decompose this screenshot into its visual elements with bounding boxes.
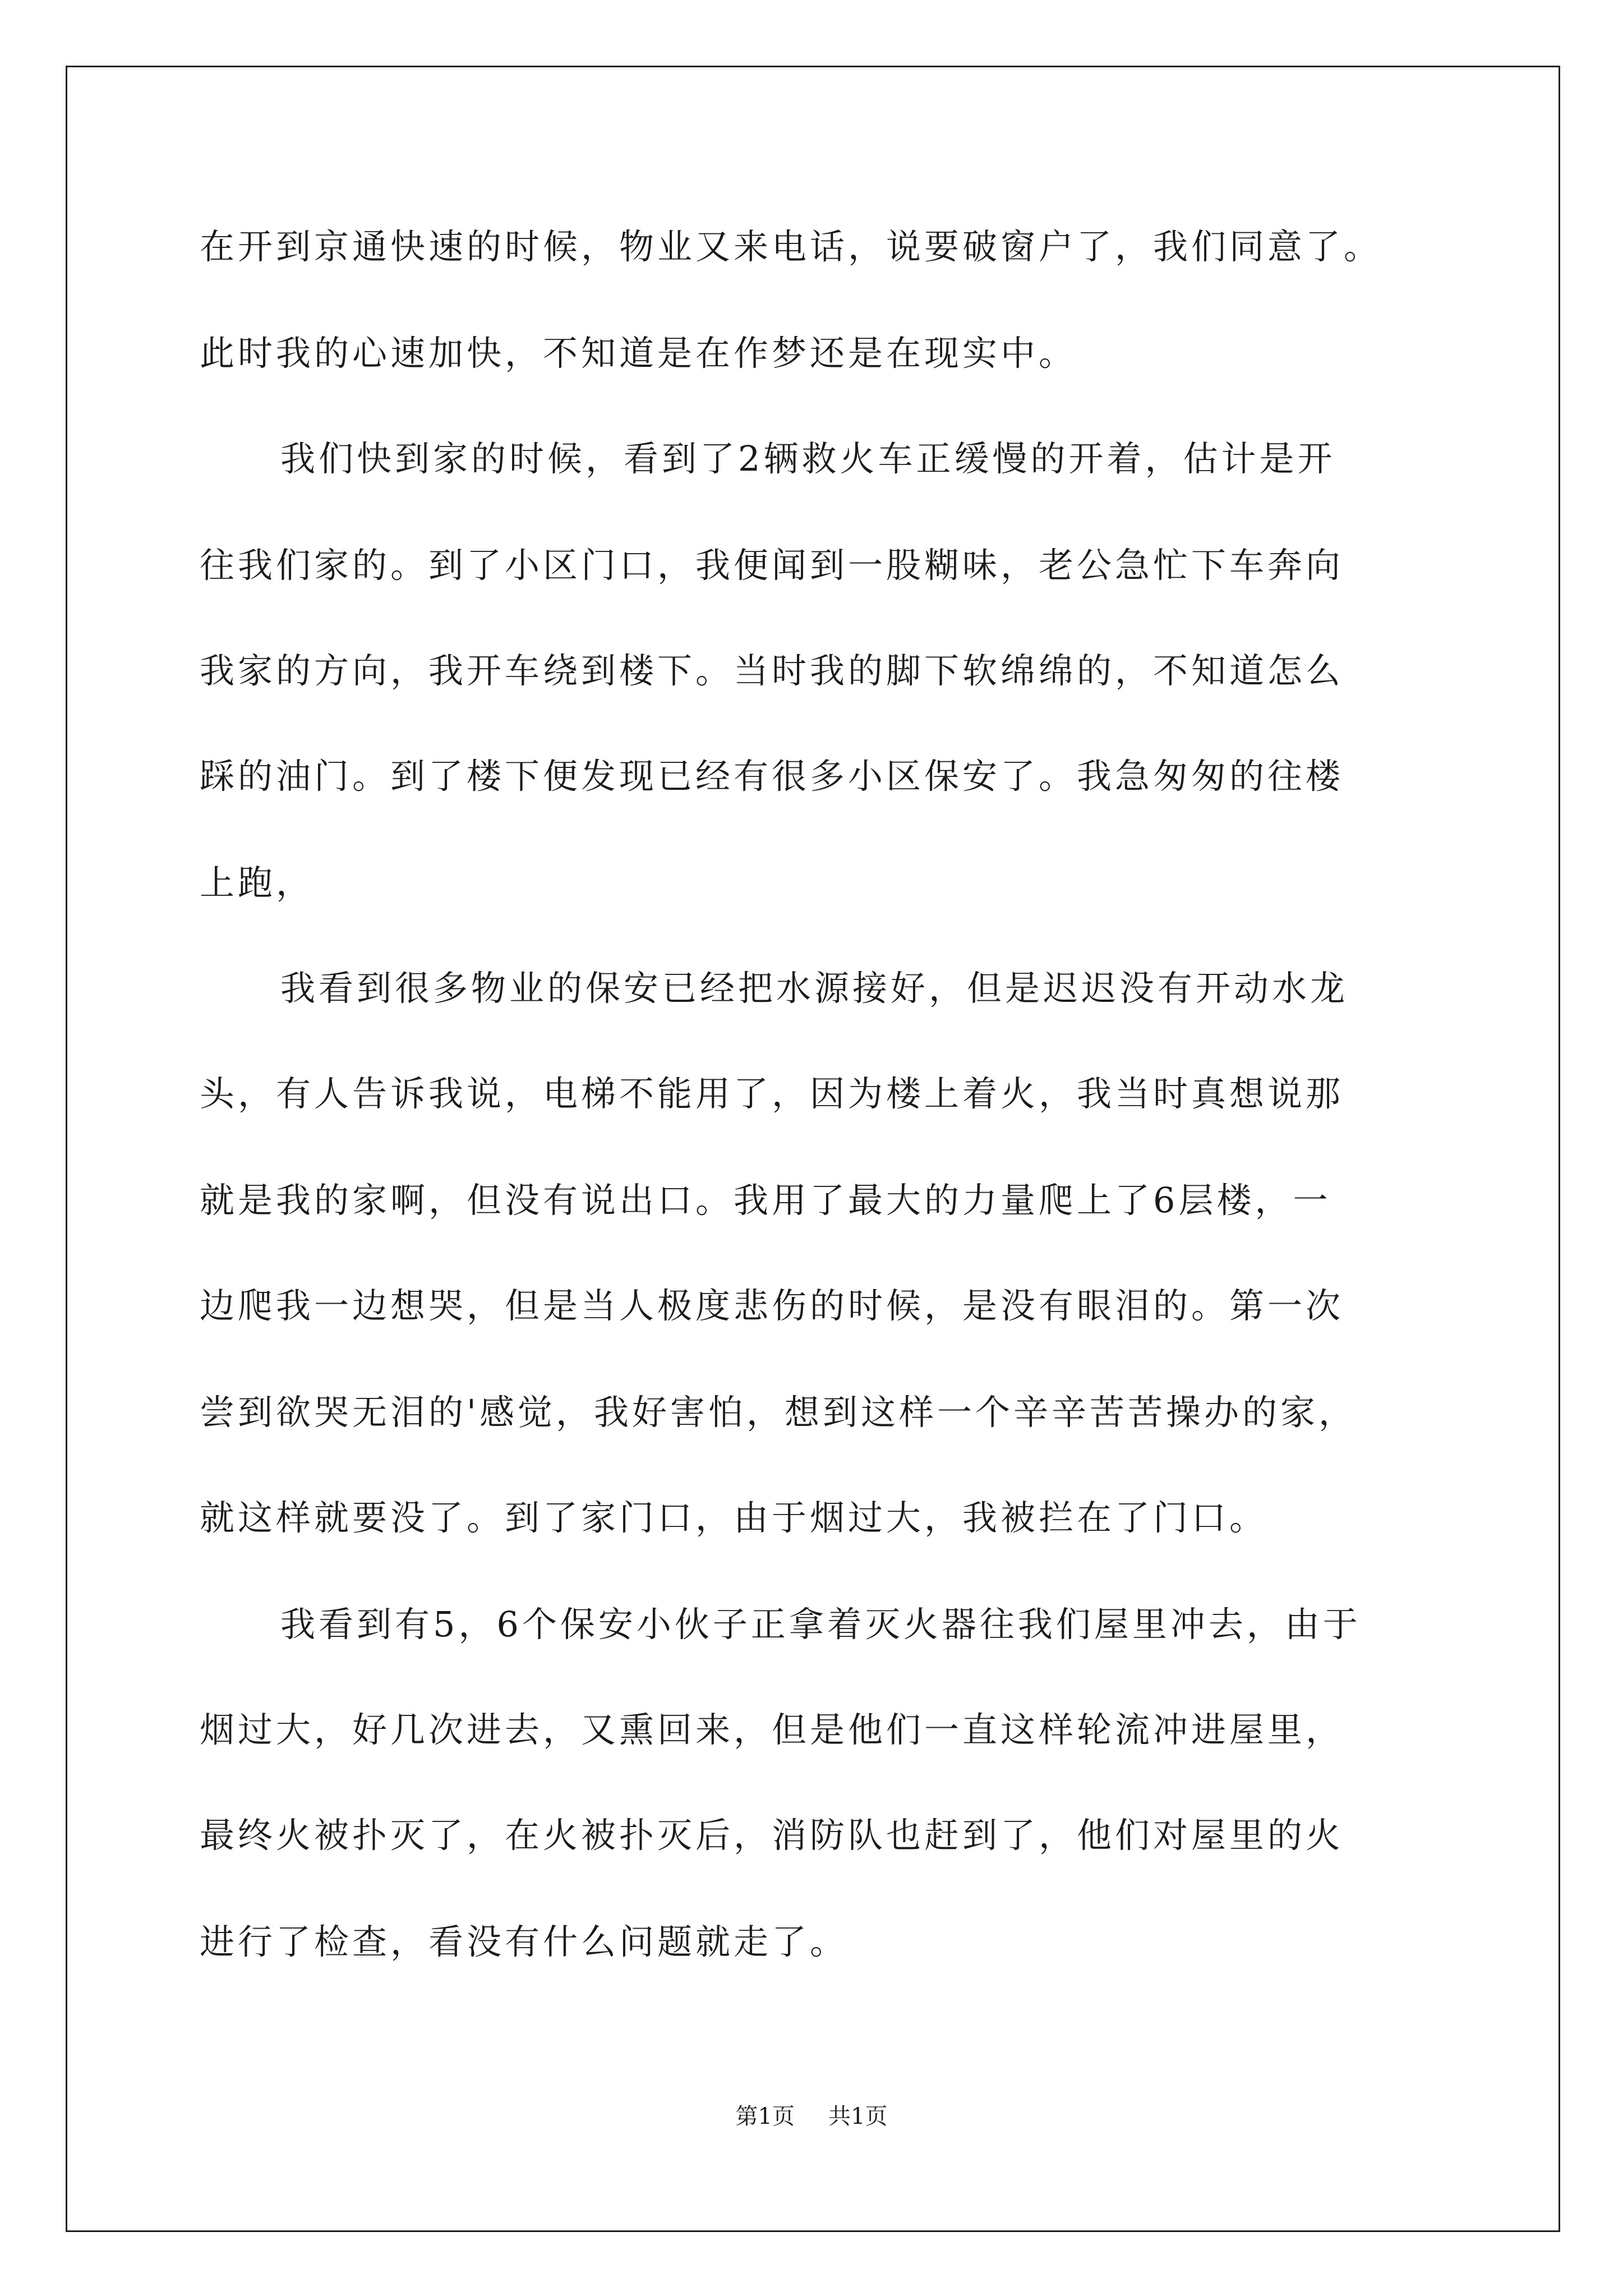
text-line: 烟过大，好几次进去，又熏回来，但是他们一直这样轮流冲进屋里，: [200, 1709, 1344, 1750]
page-total: 共1页: [828, 2104, 888, 2129]
page-number: 第1页: [735, 2104, 795, 2129]
text-line: 往我们家的。到了小区门口，我便闻到一股糊味，老公急忙下车奔向: [200, 545, 1344, 586]
text-line: 尝到欲哭无泪的'感觉，我好害怕，想到这样一个辛辛苦苦操办的家，: [200, 1392, 1357, 1433]
text-line: 我们快到家的时候，看到了2辆救火车正缓慢的开着，估计是开: [280, 438, 1336, 479]
page-frame: [66, 66, 1560, 2232]
text-line: 边爬我一边想哭，但是当人极度悲伤的时候，是没有眼泪的。第一次: [200, 1285, 1344, 1326]
text-line: 在开到京通快速的时候，物业又来电话，说要破窗户了，我们同意了。: [200, 226, 1382, 267]
text-line: 上跑，: [200, 862, 315, 903]
text-line: 踩的油门。到了楼下便发现已经有很多小区保安了。我急匆匆的往楼: [200, 756, 1344, 797]
text-line: 就是我的家啊，但没有说出口。我用了最大的力量爬上了6层楼，一: [200, 1180, 1331, 1221]
page-footer: [0, 2102, 1623, 2131]
text-line: 最终火被扑灭了，在火被扑灭后，消防队也赶到了，他们对屋里的火: [200, 1815, 1344, 1856]
text-line: 进行了检查，看没有什么问题就走了。: [200, 1921, 849, 1962]
text-line: 我看到很多物业的保安已经把水源接好，但是迟迟没有开动水龙: [280, 968, 1349, 1009]
text-line: 此时我的心速加快，不知道是在作梦还是在现实中。: [200, 333, 1077, 374]
text-line: 我家的方向，我开车绕到楼下。当时我的脚下软绵绵的，不知道怎么: [200, 650, 1344, 691]
text-line: 头，有人告诉我说，电梯不能用了，因为楼上着火，我当时真想说那: [200, 1073, 1344, 1114]
text-line: 就这样就要没了。到了家门口，由于烟过大，我被拦在了门口。: [200, 1497, 1268, 1538]
text-line: 我看到有5，6个保安小伙子正拿着灭火器往我们屋里冲去，由于: [280, 1604, 1361, 1645]
